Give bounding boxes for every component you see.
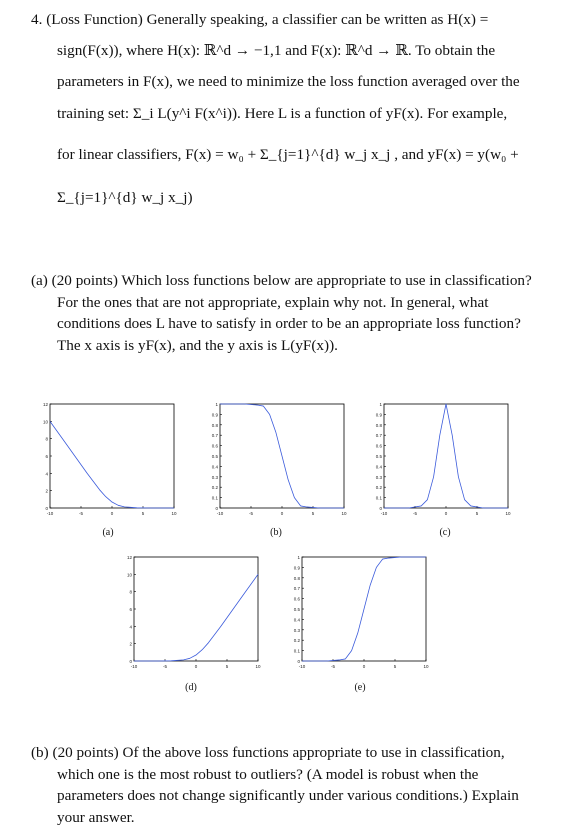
plot-d-xtick-label: -5 — [162, 664, 168, 669]
plot-d-xtick-label: 0 — [194, 664, 198, 669]
part-a-line-3: conditions does L have to satisfy in order to be an appropriate loss function? — [57, 315, 521, 332]
plot-d-xtick-label: -10 — [130, 664, 138, 669]
plot-c-curve — [384, 404, 508, 508]
plot-b-xtick-label: -5 — [248, 511, 254, 516]
question-line-2 — [57, 35, 569, 67]
plot-a-xtick-label: -5 — [78, 511, 84, 516]
plot-a-curve — [50, 421, 174, 508]
plot-e-ytick-label: 0 — [297, 659, 300, 664]
plot-b-xtick-label: -10 — [216, 511, 224, 516]
plot-a-svg — [38, 400, 178, 518]
plot-c-xtick-label: 10 — [505, 511, 511, 516]
plot-a-ytick-label: 8 — [45, 436, 48, 442]
part-b — [31, 742, 576, 828]
plot-e-ytick-label: 0.4 — [293, 617, 300, 623]
plot-a-ytick-label: 2 — [45, 488, 48, 494]
plot-b-ytick-label: 0.4 — [211, 464, 218, 470]
plot-b-ytick-label: 0.5 — [211, 454, 218, 459]
plot-e-xtick-label: 0 — [362, 664, 366, 669]
plot-c-ytick-label: 0.6 — [375, 443, 382, 449]
plot-d-xtick-label: 5 — [225, 664, 229, 669]
question-line-4 — [57, 98, 569, 130]
plot-e — [290, 553, 430, 671]
plot-a-frame — [50, 404, 174, 508]
plot-c-ytick-label: 1 — [379, 402, 382, 407]
plot-b — [208, 400, 348, 518]
plot-c-xtick-label: 5 — [475, 511, 479, 516]
plot-d-frame — [134, 557, 258, 661]
plot-a-label: (a) — [102, 527, 114, 538]
plot-a-ytick-label: 12 — [42, 402, 48, 407]
plot-c-ytick-label: 0.9 — [375, 412, 382, 418]
plot-d-ytick-label: 4 — [129, 624, 132, 630]
question-line-3 — [57, 66, 569, 98]
plot-e-curve — [302, 557, 426, 661]
plot-b-xtick-label: 0 — [280, 511, 284, 516]
plot-e-ytick-label: 1 — [297, 555, 300, 560]
plot-a-xtick-label: 5 — [141, 511, 145, 516]
plot-c-svg — [372, 400, 512, 518]
plot-e-ytick-label: 0.7 — [293, 586, 300, 592]
plot-c-ytick-label: 0.5 — [375, 454, 382, 459]
question-line-4-text: training set: Σ_i L(y^i F(x^i)). Here L is a function of yF(x). For example, — [57, 105, 508, 122]
plot-d-svg — [122, 553, 262, 671]
plot-d-ytick-label: 8 — [129, 589, 132, 595]
plot-b-ytick-label: 0.6 — [211, 443, 218, 449]
question-line-5 — [57, 139, 569, 171]
plot-b-ytick-label: 0.2 — [211, 485, 218, 491]
part-b-line-3: parameters does not change significantly under various conditions.) Explain — [57, 787, 519, 804]
plot-c-ytick-label: 0.8 — [375, 422, 382, 428]
plot-a-xtick-label: -10 — [46, 511, 54, 516]
plot-e-xtick-label: -10 — [298, 664, 306, 669]
part-b-line-1: (b) (20 points) Of the above loss functions appropriate to use in classification, — [31, 744, 505, 761]
part-a-line-2: For the ones that are not appropriate, explain why not. In general, what — [57, 293, 489, 311]
plot-c-label: (c) — [439, 527, 451, 538]
plot-e-ytick-label: 0.5 — [293, 607, 300, 612]
plot-e-label: (e) — [354, 682, 366, 693]
plot-c-ytick-label: 0.1 — [375, 495, 382, 501]
plot-b-ytick-label: 0.9 — [211, 412, 218, 418]
plot-c-ytick-label: 0.3 — [375, 474, 382, 480]
plot-a-xtick-label: 0 — [110, 511, 114, 516]
plot-c-ytick-label: 0.7 — [375, 433, 382, 439]
plot-d-label: (d) — [185, 682, 197, 693]
plot-c — [372, 400, 512, 518]
part-b-line-4: your answer. — [57, 808, 135, 826]
question-line-3-text: parameters in F(x), we need to minimize the loss function averaged over the — [57, 73, 520, 90]
plot-b-label: (b) — [270, 527, 282, 538]
plot-e-ytick-label: 0.9 — [293, 565, 300, 571]
question-line-2-text: sign(F(x)), where H(x): ℝ^d → −1,1 and F(x): ℝ^d → ℝ. To obtain the — [57, 42, 496, 59]
plot-b-ytick-label: 0.8 — [211, 422, 218, 428]
plot-e-svg — [290, 553, 430, 671]
plot-e-ytick-label: 0.6 — [293, 596, 300, 602]
plot-c-ytick-label: 0.2 — [375, 485, 382, 491]
plot-e-xtick-label: -5 — [330, 664, 336, 669]
question-line-6 — [57, 182, 569, 214]
plot-d-ytick-label: 0 — [129, 659, 132, 664]
plot-d-ytick-label: 6 — [129, 607, 132, 612]
plot-a-ytick-label: 10 — [42, 419, 48, 425]
plot-c-xtick-label: 0 — [444, 511, 448, 516]
plot-d-xtick-label: 10 — [255, 664, 261, 669]
question-line-1-text: 4. (Loss Function) Generally speaking, a classifier can be written as H(x) = — [31, 11, 489, 28]
plot-b-ytick-label: 0.1 — [211, 495, 218, 501]
plot-e-xtick-label: 10 — [423, 664, 429, 669]
plot-e-xtick-label: 5 — [393, 664, 397, 669]
part-a-line-4: The x axis is yF(x), and the y axis is L(yF(x)). — [57, 336, 338, 354]
plot-b-svg — [208, 400, 348, 518]
plot-d-ytick-label: 2 — [129, 641, 132, 647]
plot-c-frame — [384, 404, 508, 508]
plot-b-xtick-label: 5 — [311, 511, 315, 516]
plot-b-ytick-label: 0.7 — [211, 433, 218, 439]
plot-d — [122, 553, 262, 671]
part-a-line-1: (a) (20 points) Which loss functions below are appropriate to use in classification? — [31, 272, 532, 289]
part-a — [31, 270, 576, 356]
plot-e-ytick-label: 0.3 — [293, 627, 300, 633]
plot-d-ytick-label: 10 — [126, 572, 132, 578]
question-line-5-text: for linear classifiers, F(x) = w₀ + Σ_{j=1}^{d} w_j x_j , and yF(x) = y(w₀ + — [57, 146, 519, 163]
plot-e-ytick-label: 0.2 — [293, 638, 300, 644]
plot-b-curve — [220, 404, 344, 508]
plot-c-xtick-label: -10 — [380, 511, 388, 516]
plot-a-ytick-label: 4 — [45, 471, 48, 477]
plot-c-xtick-label: -5 — [412, 511, 418, 516]
question-line-6-text: Σ_{j=1}^{d} w_j x_j) — [57, 189, 193, 206]
plot-d-curve — [134, 574, 258, 661]
plot-d-ytick-label: 12 — [126, 555, 132, 560]
plot-a — [38, 400, 178, 518]
plot-a-xtick-label: 10 — [171, 511, 177, 516]
plot-e-ytick-label: 0.1 — [293, 648, 300, 654]
plot-b-xtick-label: 10 — [341, 511, 347, 516]
plot-e-ytick-label: 0.8 — [293, 575, 300, 581]
plot-a-ytick-label: 6 — [45, 454, 48, 459]
plot-b-ytick-label: 1 — [215, 402, 218, 407]
plot-c-ytick-label: 0 — [379, 506, 382, 511]
part-b-line-2: which one is the most robust to outliers? (A model is robust when the — [57, 765, 479, 783]
plot-c-ytick-label: 0.4 — [375, 464, 382, 470]
plot-b-ytick-label: 0 — [215, 506, 218, 511]
plot-b-ytick-label: 0.3 — [211, 474, 218, 480]
plot-a-ytick-label: 0 — [45, 506, 48, 511]
question-line-1 — [31, 4, 571, 36]
